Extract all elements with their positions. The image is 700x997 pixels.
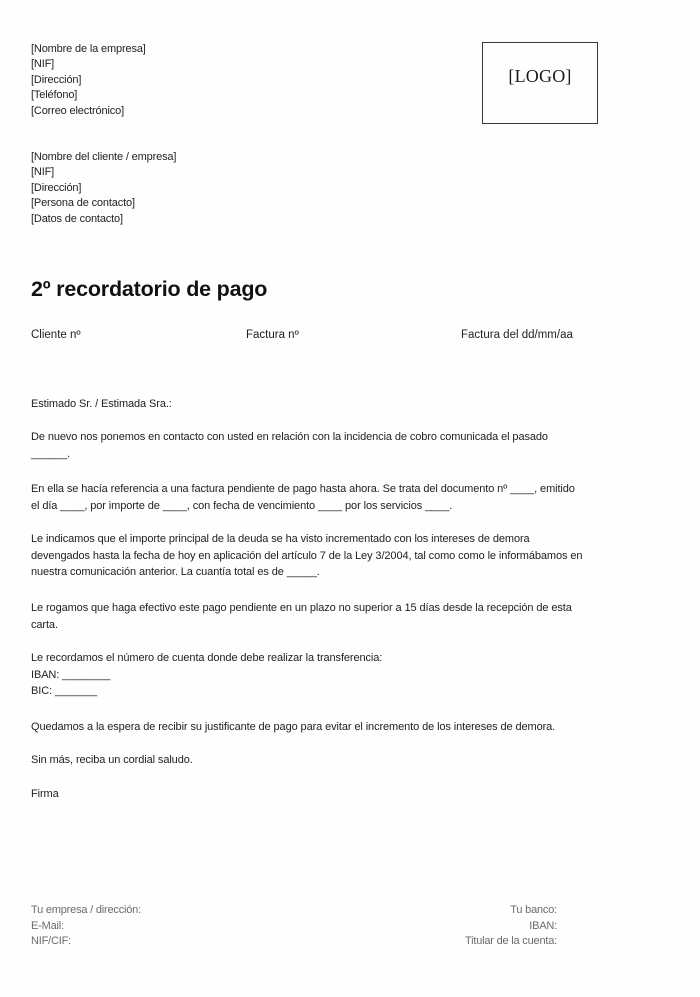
- page-title: 2º recordatorio de pago: [31, 277, 268, 301]
- paragraph-line: En ella se hacía referencia a una factura pendiente de pago hasta ahora. Se trata del documento nº ____, emitido: [31, 483, 575, 495]
- footer-company-info: [31, 903, 141, 950]
- closing-text: Sin más, reciba un cordial saludo.: [31, 754, 193, 766]
- client-number-label: Cliente nº: [31, 329, 81, 341]
- paragraph-line: nuestra comunicación anterior. La cuantía total es de _____.: [31, 566, 320, 578]
- paragraph-line: el día ____, por importe de ____, con fecha de vencimiento ____ por los servicios ____.: [31, 499, 453, 512]
- paragraph-invoice-reference: [31, 481, 681, 514]
- sender-phone: [Teléfono]: [31, 89, 78, 102]
- sender-address-block: [31, 42, 146, 119]
- paragraph-line: De nuevo nos ponemos en contacto con usted en relación con la incidencia de cobro comunicada el pasado: [31, 431, 548, 443]
- paragraph-bank-account: [31, 650, 681, 700]
- signature-label: Firma: [31, 788, 59, 800]
- footer-bank: Tu banco:: [510, 904, 557, 916]
- paragraph-awaiting-proof: [31, 719, 681, 736]
- paragraph-line: Quedamos a la espera de recibir su justificante de pago para evitar el incremento de los intereses de demora.: [31, 721, 556, 733]
- footer-bank-info: [465, 903, 557, 950]
- paragraph-line: devengados hasta la fecha de hoy en aplicación del artículo 7 de la Ley 3/2004, tal como como le informábamos en: [31, 549, 583, 562]
- client-contact-person: [Persona de contacto]: [31, 197, 135, 210]
- signature: [31, 786, 681, 803]
- client-name: [Nombre del cliente / empresa]: [31, 151, 177, 163]
- footer-iban: IBAN:: [529, 919, 557, 932]
- paragraph-line: Le indicamos que el importe principal de la deuda se ha visto incrementado con los intereses de demora: [31, 533, 530, 545]
- invoice-number-label: Factura nº: [246, 329, 299, 341]
- paragraph-payment-deadline: [31, 600, 681, 633]
- client-address: [Dirección]: [31, 181, 82, 194]
- footer-account-holder: Titular de la cuenta:: [464, 935, 557, 947]
- client-contact-details: [Datos de contacto]: [31, 212, 123, 225]
- footer-email: E-Mail:: [31, 919, 64, 932]
- client-nif: [NIF]: [31, 166, 55, 179]
- sender-nif: [NIF]: [31, 58, 55, 71]
- iban-line: IBAN: ________: [31, 668, 111, 681]
- footer-company-address: Tu empresa / dirección:: [31, 904, 141, 916]
- paragraph-line: Le recordamos el número de cuenta donde debe realizar la transferencia:: [31, 652, 383, 664]
- sender-email: [Correo electrónico]: [31, 104, 124, 117]
- bic-line: BIC: _______: [31, 685, 98, 697]
- sender-company-name: [Nombre de la empresa]: [31, 43, 146, 55]
- invoice-date-label: Factura del dd/mm/aa: [461, 329, 573, 341]
- footer-nif-cif: NIF/CIF:: [31, 935, 71, 947]
- client-address-block: [31, 150, 176, 227]
- greeting-text: Estimado Sr. / Estimada Sra.:: [31, 398, 172, 410]
- paragraph-late-interest: [31, 531, 681, 581]
- paragraph-line: ______.: [31, 447, 71, 460]
- logo-label: [LOGO]: [508, 66, 572, 86]
- paragraph-contact: [31, 429, 681, 462]
- paragraph-line: carta.: [31, 618, 58, 631]
- paragraph-line: Le rogamos que haga efectivo este pago pendiente en un plazo no superior a 15 días desde la recepción de esta: [31, 602, 572, 614]
- sender-address: [Dirección]: [31, 73, 82, 86]
- closing: [31, 752, 681, 769]
- greeting: [31, 396, 681, 413]
- logo-placeholder: [482, 42, 598, 124]
